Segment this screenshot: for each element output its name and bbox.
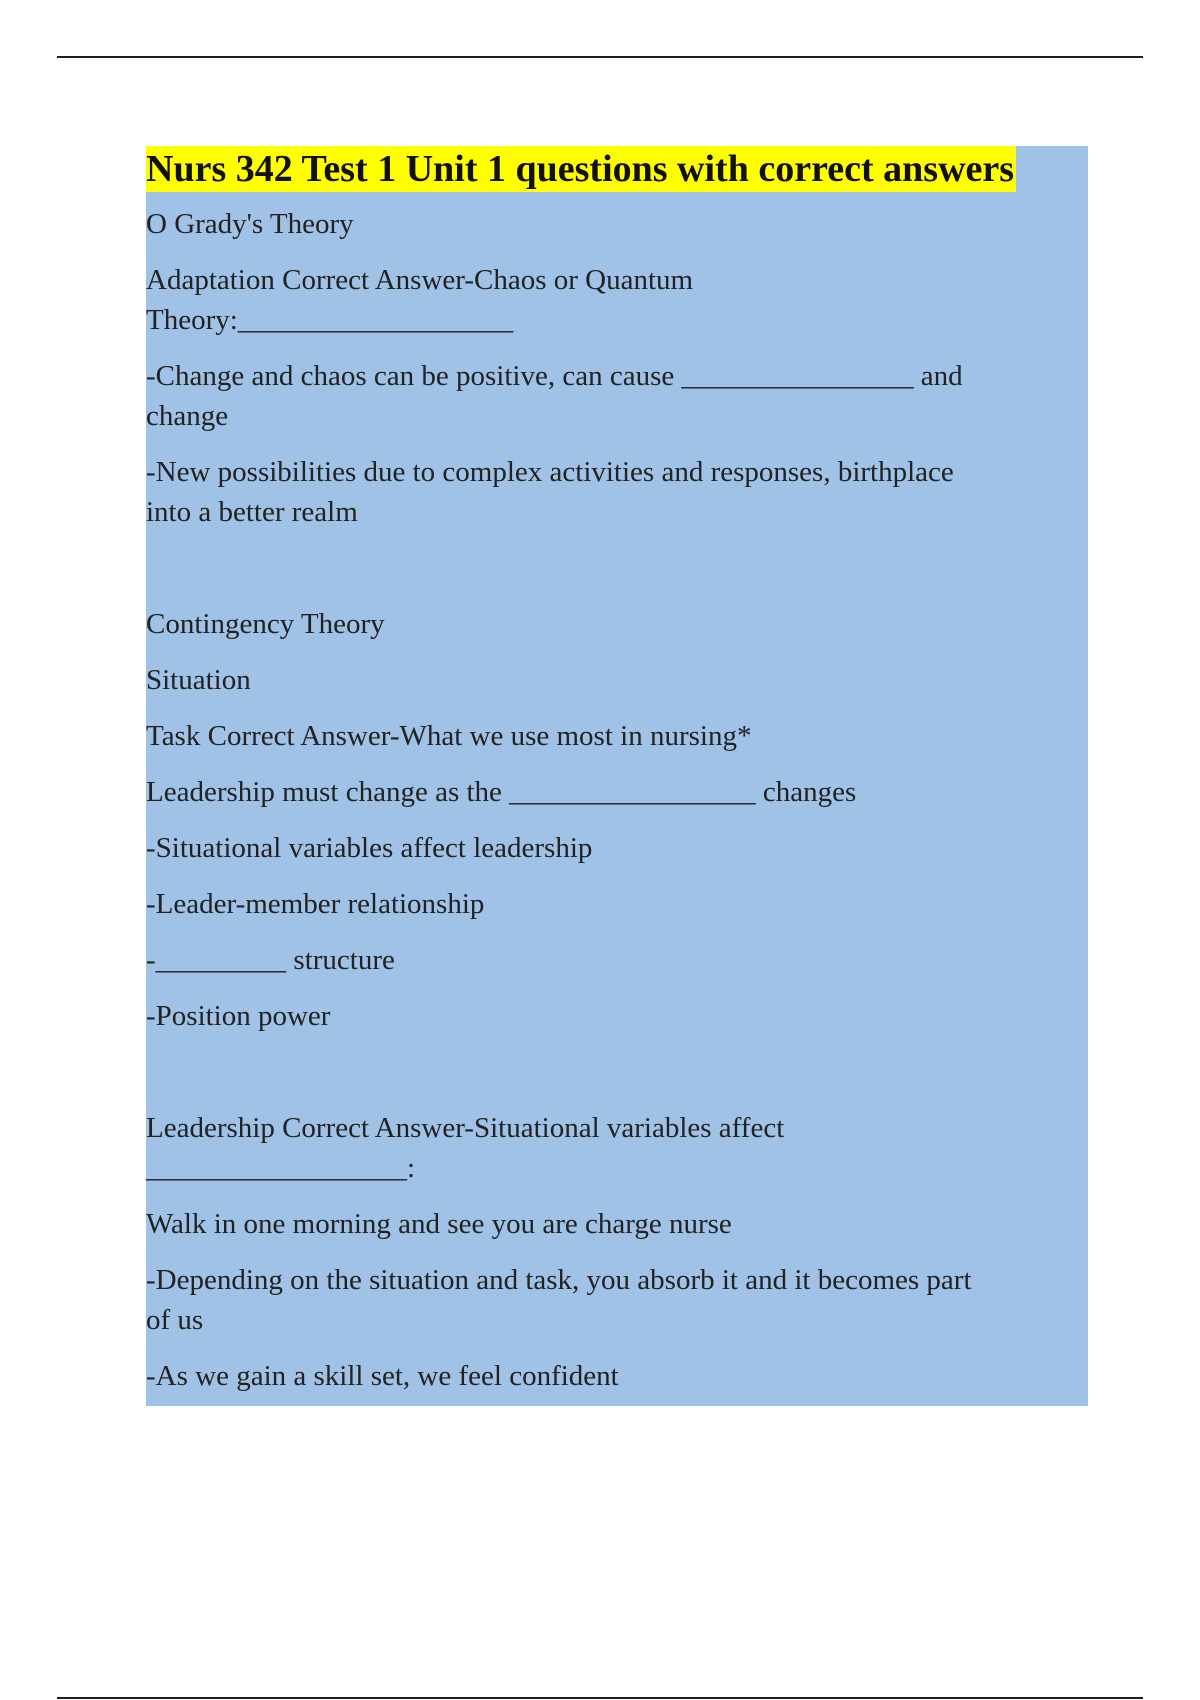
line-charge-nurse: Walk in one morning and see you are charge nurse	[146, 1208, 732, 1240]
line-structure: -_________ structure	[146, 944, 395, 976]
section-spacer	[146, 1052, 1088, 1108]
line-new-possibilities: -New possibilities due to complex activities and responses, birthplace into a better realm	[146, 456, 954, 528]
document-title: Nurs 342 Test 1 Unit 1 questions with correct answers	[146, 148, 1015, 190]
line-leader-member: -Leader-member relationship	[146, 888, 485, 920]
document-lines	[146, 204, 1088, 1396]
line-leadership-answer: Leadership Correct Answer-Situational variables affect __________________:	[146, 1112, 785, 1184]
line-adaptation-answer: Adaptation Correct Answer-Chaos or Quantum Theory:___________________	[146, 264, 694, 336]
bottom-divider	[57, 1697, 1143, 1699]
line-situation: Situation	[146, 664, 251, 696]
line-theory-heading: O Grady's Theory	[146, 208, 354, 240]
line-position-power: -Position power	[146, 1000, 331, 1032]
top-divider	[57, 56, 1143, 58]
section-spacer	[146, 548, 1088, 604]
line-change-chaos: -Change and chaos can be positive, can cause ________________ and change	[146, 360, 963, 432]
line-task-answer: Task Correct Answer-What we use most in nursing*	[146, 720, 752, 752]
line-depending-situation: -Depending on the situation and task, you absorb it and it becomes part of us	[146, 1264, 972, 1336]
line-skill-set: -As we gain a skill set, we feel confident	[146, 1360, 619, 1392]
line-situational-variables: -Situational variables affect leadership	[146, 832, 593, 864]
line-leadership-change: Leadership must change as the _________________ changes	[146, 776, 857, 808]
document-body	[146, 146, 1088, 1406]
line-contingency-heading: Contingency Theory	[146, 608, 385, 640]
